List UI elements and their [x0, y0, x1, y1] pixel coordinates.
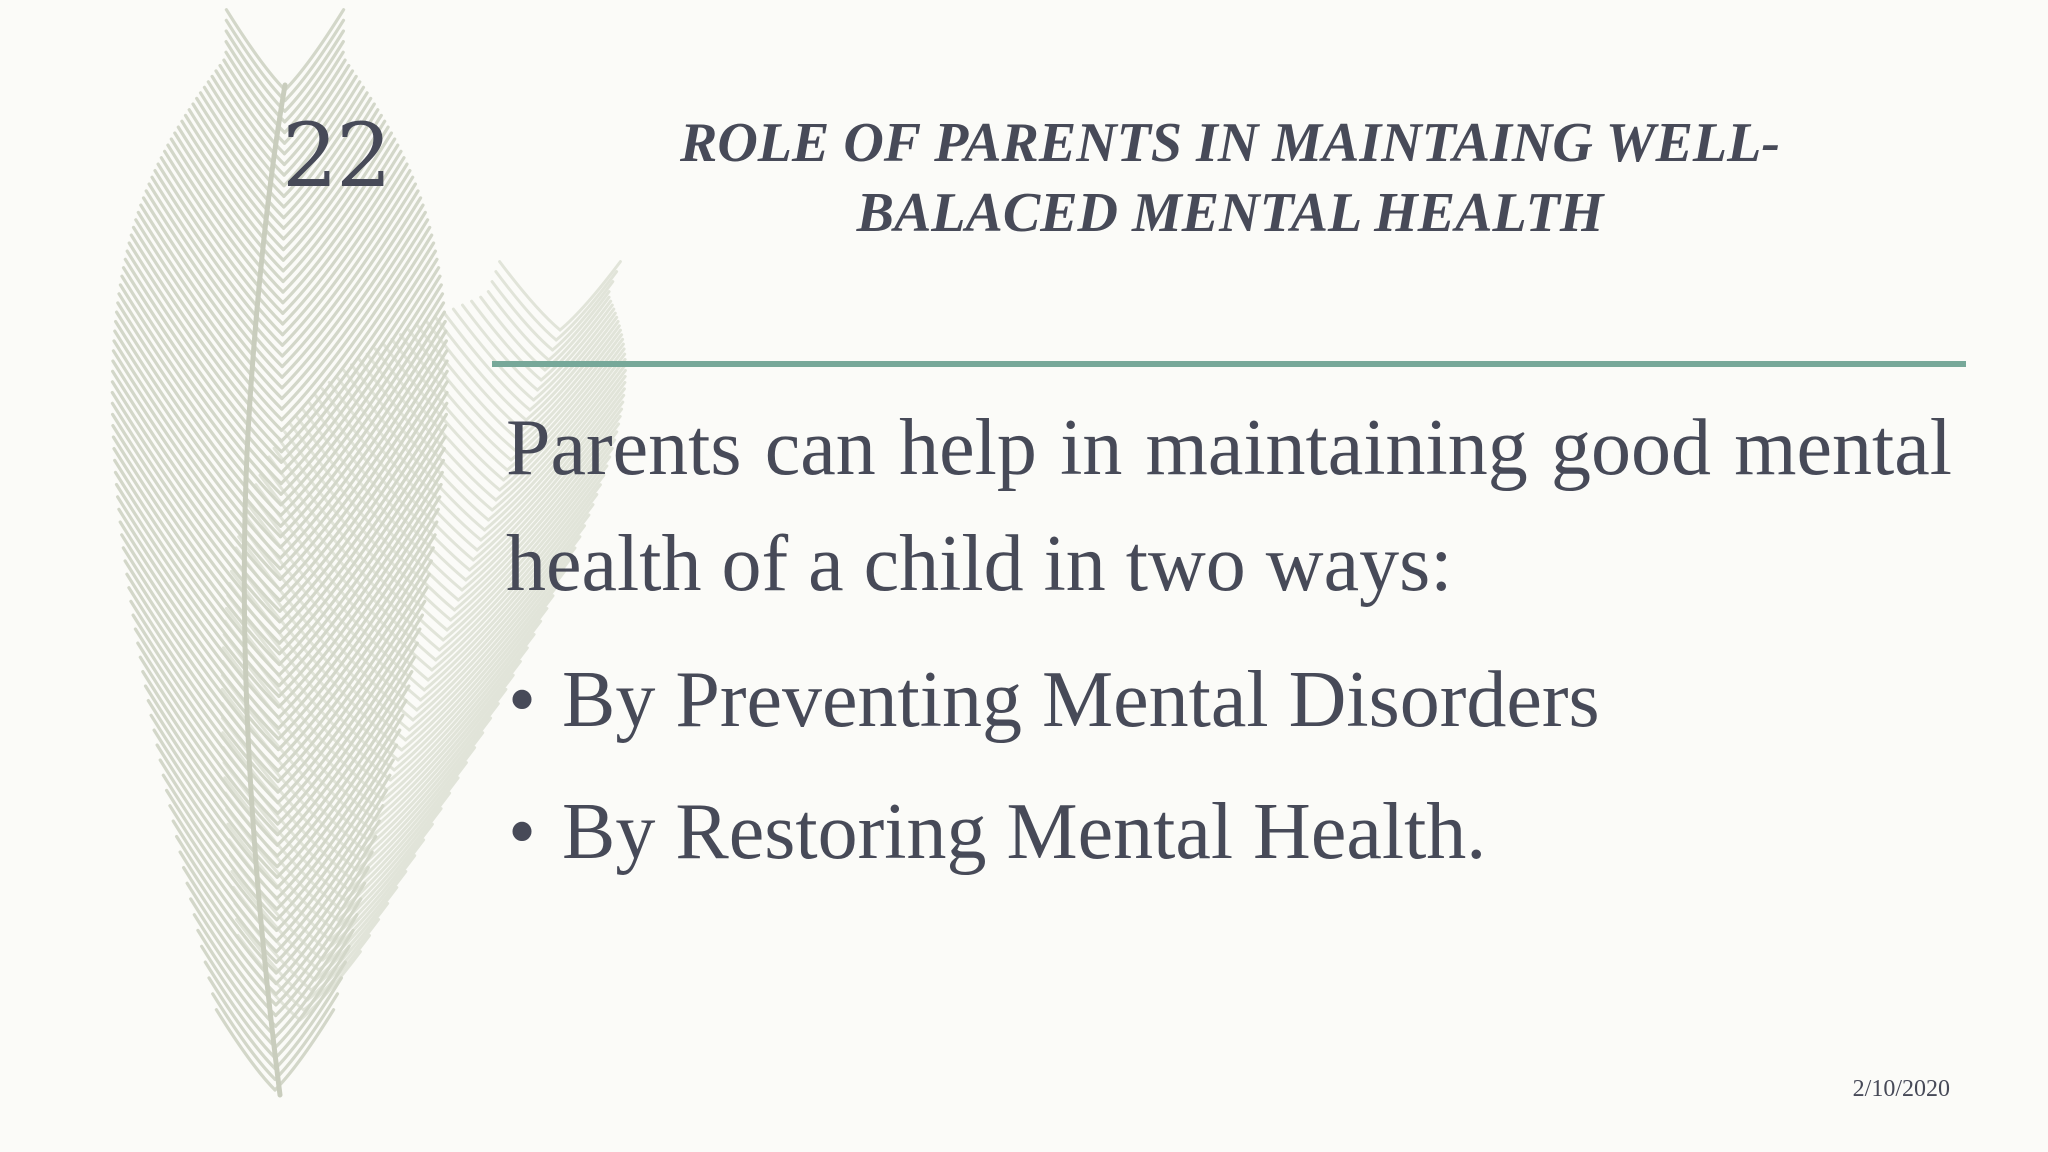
slide-title: ROLE OF PARENTS IN MAINTAING WELL-BALACED MENTAL HEALTH: [680, 112, 1780, 244]
feather-front: [112, 10, 447, 1090]
feather-barb: [409, 330, 515, 450]
bullet-item: [506, 766, 1952, 898]
title-divider: [492, 361, 1966, 367]
feather-barb: [193, 104, 284, 228]
bullet-text: By Restoring Mental Health.: [562, 788, 1487, 876]
intro-paragraph: Parents can help in maintaining good mental health of a child in two ways:: [506, 404, 1952, 608]
bullet-item: [506, 634, 1952, 766]
bullet-icon: •: [508, 788, 537, 876]
feather-barb: [463, 305, 538, 390]
bullet-icon: •: [508, 656, 537, 744]
bullet-text: By Preventing Mental Disorders: [562, 656, 1600, 744]
slide-number: 22: [282, 104, 390, 207]
slide-date: 2/10/2020: [1852, 1076, 1950, 1102]
bullet-list: [506, 634, 1952, 898]
content-body: [506, 390, 1952, 898]
